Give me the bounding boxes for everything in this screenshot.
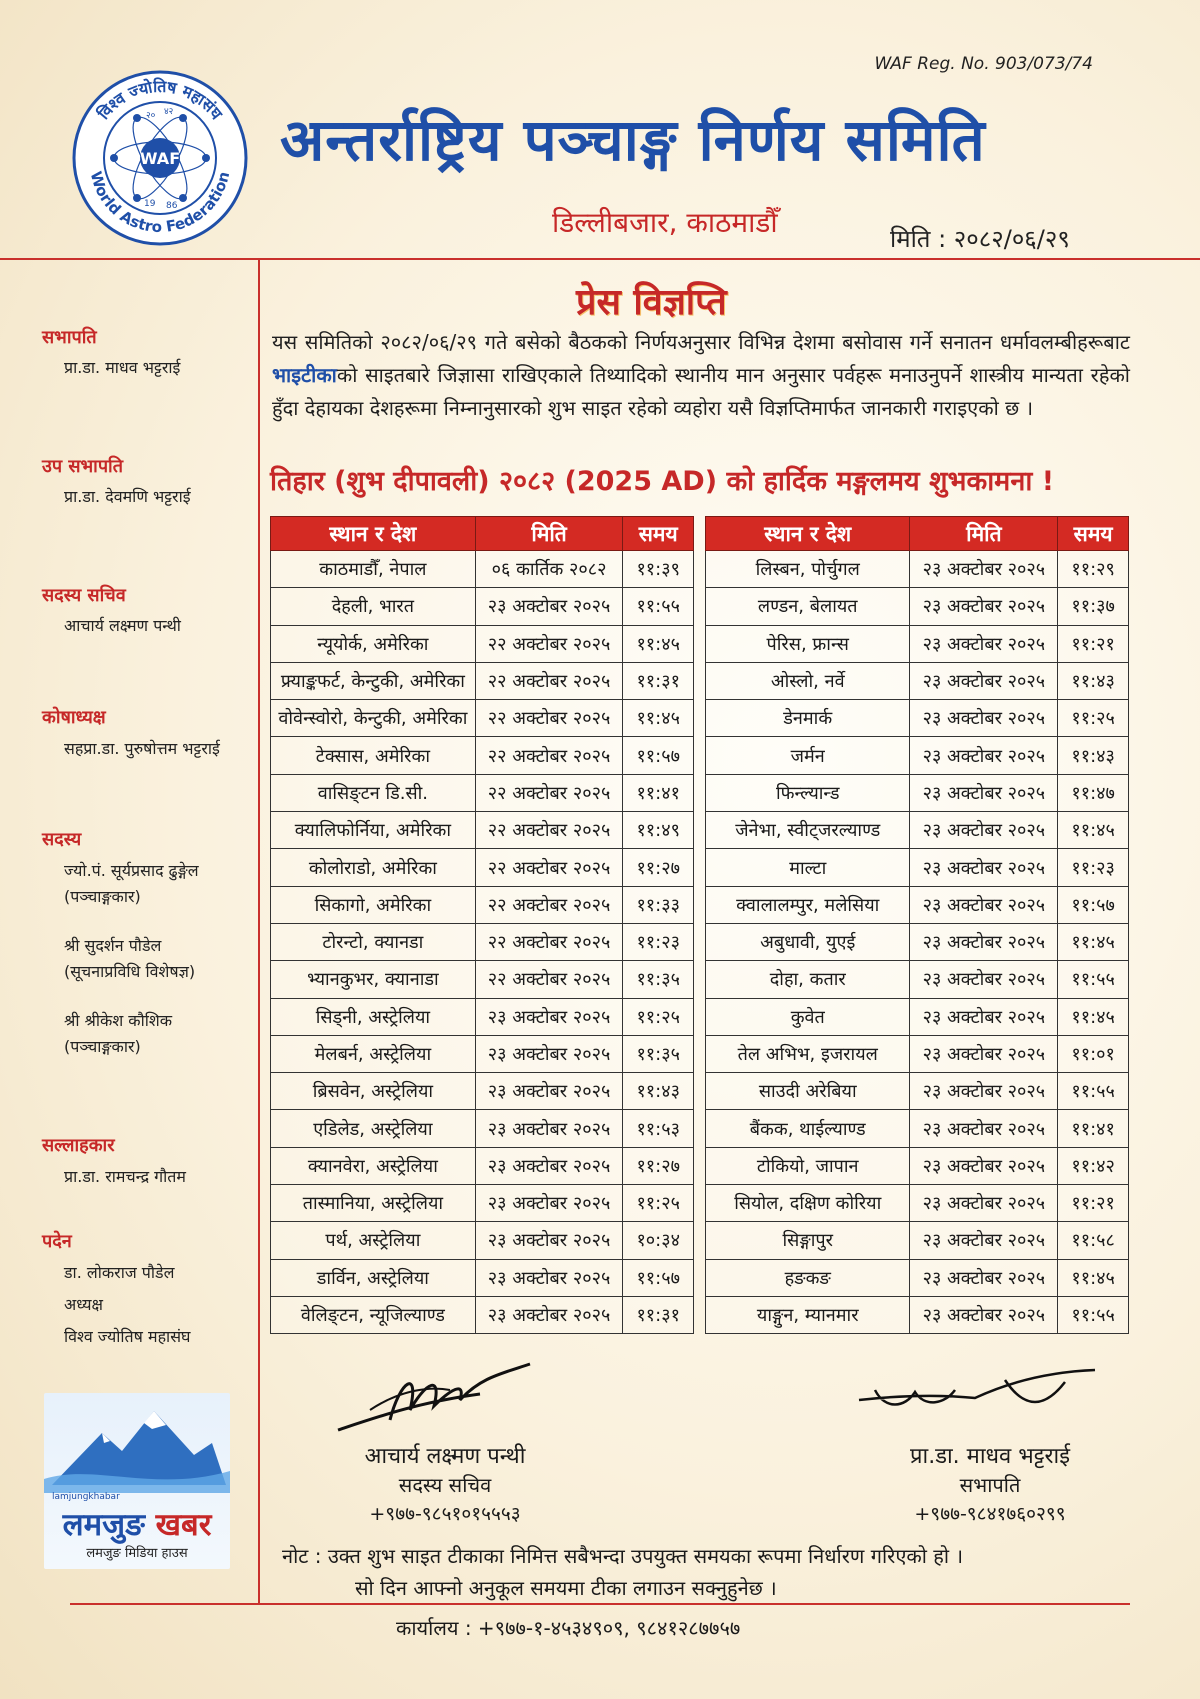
table-row bbox=[271, 1222, 694, 1259]
sidebar-role: पदेन bbox=[42, 1231, 72, 1252]
cell-time: ११:३५ bbox=[623, 1035, 694, 1072]
cell-date: २३ अक्टोबर २०२५ bbox=[475, 1110, 623, 1147]
cell-place: टेक्सास, अमेरिका bbox=[271, 737, 476, 774]
logo-year-a: २० bbox=[146, 111, 156, 121]
header-place: स्थान र देश bbox=[271, 517, 476, 551]
right-signatory-role: सभापति bbox=[959, 1473, 1021, 1497]
cell-time: ११:४१ bbox=[1058, 1110, 1129, 1147]
logo-ring-bottom-text: World Astro Federation bbox=[86, 169, 234, 237]
note-line-2: सो दिन आफ्नो अनुकूल समयमा टीका लगाउन सक्नुहुनेछ । bbox=[355, 1576, 777, 1600]
sidebar-member-title: (पञ्चाङ्गकार) bbox=[64, 887, 141, 906]
cell-time: ११:२७ bbox=[623, 849, 694, 886]
timing-table-right bbox=[705, 516, 1129, 1334]
table-row bbox=[706, 923, 1129, 960]
registration-number: WAF Reg. No. 903/073/74 bbox=[874, 54, 1093, 74]
cell-place: अबुधावी, युएई bbox=[706, 923, 910, 960]
cell-time: ११:२१ bbox=[1058, 1185, 1129, 1222]
cell-date: २३ अक्टोबर २०२५ bbox=[475, 1222, 623, 1259]
table-row bbox=[271, 1185, 694, 1222]
left-signatory-name: आचार्य लक्ष्मण पन्थी bbox=[364, 1444, 526, 1469]
cell-date: २३ अक्टोबर २०२५ bbox=[475, 1259, 623, 1296]
table-row bbox=[271, 774, 694, 811]
table-row bbox=[271, 998, 694, 1035]
cell-place: जेनेभा, स्वीट्जरल्याण्ड bbox=[706, 812, 910, 849]
cell-date: २३ अक्टोबर २०२५ bbox=[910, 849, 1058, 886]
logo-ring-top-text: विश्व ज्योतिष महासंघ bbox=[93, 76, 227, 123]
cell-time: ११:२५ bbox=[623, 1185, 694, 1222]
cell-time: ११:३९ bbox=[623, 551, 694, 588]
right-signature bbox=[855, 1360, 1105, 1430]
cell-time: ११:२३ bbox=[1058, 849, 1129, 886]
cell-place: सिङ्गापुर bbox=[706, 1222, 910, 1259]
cell-date: २३ अक्टोबर २०२५ bbox=[475, 1185, 623, 1222]
cell-time: ११:५५ bbox=[1058, 1073, 1129, 1110]
cell-time: ११:४५ bbox=[1058, 1259, 1129, 1296]
cell-place: जर्मन bbox=[706, 737, 910, 774]
table-row bbox=[706, 588, 1129, 625]
table-row bbox=[271, 812, 694, 849]
footer-divider bbox=[70, 1603, 1130, 1605]
cell-place: माल्टा bbox=[706, 849, 910, 886]
cell-place: तास्मानिया, अस्ट्रेलिया bbox=[271, 1185, 476, 1222]
cell-place: क्यानवेरा, अस्ट्रेलिया bbox=[271, 1147, 476, 1184]
cell-date: २३ अक्टोबर २०२५ bbox=[475, 1147, 623, 1184]
right-signatory-phone: +९७७-९८४१७६०२९९ bbox=[914, 1503, 1066, 1525]
cell-place: साउदी अरेबिया bbox=[706, 1073, 910, 1110]
table-row bbox=[271, 737, 694, 774]
table-row bbox=[271, 886, 694, 923]
table-row bbox=[706, 551, 1129, 588]
cell-time: ११:४१ bbox=[623, 774, 694, 811]
cell-date: २३ अक्टोबर २०२५ bbox=[910, 812, 1058, 849]
cell-place: याङ्गुन, म्यानमार bbox=[706, 1296, 910, 1333]
table-row bbox=[706, 737, 1129, 774]
left-signatory-role: सदस्य सचिव bbox=[398, 1473, 492, 1497]
cell-date: २३ अक्टोबर २०२५ bbox=[910, 588, 1058, 625]
cell-date: २३ अक्टोबर २०२५ bbox=[910, 1110, 1058, 1147]
timing-table-right-body bbox=[706, 551, 1129, 1334]
press-release-intro bbox=[272, 326, 1130, 425]
cell-date: २३ अक्टोबर २०२५ bbox=[910, 1035, 1058, 1072]
table-row bbox=[271, 551, 694, 588]
cell-date: २३ अक्टोबर २०२५ bbox=[910, 1222, 1058, 1259]
cell-time: ११:४५ bbox=[623, 700, 694, 737]
intro-highlight: भाइटीका bbox=[272, 363, 337, 387]
cell-place: फिन्ल्यान्ड bbox=[706, 774, 910, 811]
sidebar-member-name: डा. लोकराज पौडेल bbox=[64, 1263, 175, 1282]
sidebar-member-title: (सूचनाप्रविधि विशेषज्ञ) bbox=[64, 962, 196, 981]
issue-date: मिति : २०८२/०६/२९ bbox=[890, 225, 1070, 253]
sidebar-member-name: प्रा.डा. माधव भट्टराई bbox=[64, 358, 181, 377]
logo-year-d: 86 bbox=[166, 201, 178, 211]
cell-date: ०६ कार्तिक २०८२ bbox=[475, 551, 623, 588]
cell-time: ११:२१ bbox=[1058, 625, 1129, 662]
cell-time: ११:२५ bbox=[623, 998, 694, 1035]
cell-time: ११:४३ bbox=[1058, 662, 1129, 699]
cell-place: ओस्लो, नर्वे bbox=[706, 662, 910, 699]
cell-date: २३ अक्टोबर २०२५ bbox=[910, 1259, 1058, 1296]
cell-place: टोरन्टो, क्यानडा bbox=[271, 923, 476, 960]
intro-text-after: को साइतबारे जिज्ञासा राखिएकाले तिथ्यादिको स्थानीय मान अनुसार पर्वहरू मनाउनुपर्ने शास्त्रीय मान्यता रहेको हुँदा देहायका देशहरूमा निम्नानुसारको शुभ साइत रहेको व्यहोरा यसै विज्ञप्तिमार्फत जानकारी गराइएको छ । bbox=[272, 363, 1130, 420]
office-contact: कार्यालय : +९७७-१-४५३४९०९, ९८४१२८७७५७ bbox=[396, 1616, 741, 1640]
cell-time: ११:३७ bbox=[1058, 588, 1129, 625]
cell-time: ११:४३ bbox=[623, 1073, 694, 1110]
cell-time: ११:५३ bbox=[623, 1110, 694, 1147]
sidebar-member-title: अध्यक्ष bbox=[64, 1295, 103, 1314]
table-row bbox=[706, 849, 1129, 886]
media-subtitle: लमजुङ मिडिया हाउस bbox=[86, 1546, 188, 1561]
cell-place: सिकागो, अमेरिका bbox=[271, 886, 476, 923]
cell-place: सिड्नी, अस्ट्रेलिया bbox=[271, 998, 476, 1035]
sidebar-member-title: (पञ्चाङ्गकार) bbox=[64, 1037, 141, 1056]
cell-place: वेलिङ्टन, न्यूजिल्याण्ड bbox=[271, 1296, 476, 1333]
intro-text-before: यस समितिको २०८२/०६/२९ गते बसेको बैठकको निर्णयअनुसार विभिन्न देशमा बसोवास गर्ने सनातन धर्मावलम्बीहरूबाट bbox=[272, 330, 1130, 354]
cell-place: हङकङ bbox=[706, 1259, 910, 1296]
sidebar-member-name: श्री श्रीकेश कौशिक bbox=[64, 1011, 173, 1030]
committee-address: डिल्लीबजार, काठमाडौँ bbox=[552, 206, 778, 239]
cell-place: वासिङ्टन डि.सी. bbox=[271, 774, 476, 811]
cell-time: ११:२३ bbox=[623, 923, 694, 960]
mountain-icon bbox=[44, 1393, 230, 1493]
sidebar-member-name: प्रा.डा. देवमणि भट्टराई bbox=[64, 487, 191, 506]
cell-place: तेल अभिभ, इजरायल bbox=[706, 1035, 910, 1072]
cell-date: २३ अक्टोबर २०२५ bbox=[910, 1296, 1058, 1333]
cell-date: २२ अक्टोबर २०२५ bbox=[475, 737, 623, 774]
cell-date: २२ अक्टोबर २०२५ bbox=[475, 625, 623, 662]
cell-time: ११:२७ bbox=[623, 1147, 694, 1184]
cell-date: २३ अक्टोबर २०२५ bbox=[475, 1035, 623, 1072]
cell-date: २२ अक्टोबर २०२५ bbox=[475, 849, 623, 886]
header-date: मिति bbox=[910, 517, 1058, 551]
cell-date: २३ अक्टोबर २०२५ bbox=[910, 662, 1058, 699]
note-line-1: नोट : उक्त शुभ साइत टीकाका निमित्त सबैभन्दा उपयुक्त समयका रूपमा निर्धारण गरिएको हो । bbox=[282, 1544, 964, 1568]
cell-time: ११:३३ bbox=[623, 886, 694, 923]
cell-time: ११:४५ bbox=[623, 625, 694, 662]
logo-center-text: WAF bbox=[139, 149, 181, 168]
cell-date: २३ अक्टोबर २०२५ bbox=[910, 923, 1058, 960]
timing-table-left bbox=[270, 516, 694, 1334]
cell-date: २३ अक्टोबर २०२५ bbox=[475, 1296, 623, 1333]
table-row bbox=[706, 886, 1129, 923]
table-row bbox=[271, 662, 694, 699]
table-row bbox=[706, 812, 1129, 849]
cell-date: २३ अक्टोबर २०२५ bbox=[910, 1073, 1058, 1110]
cell-place: कोलोराडो, अमेरिका bbox=[271, 849, 476, 886]
cell-place: पेरिस, फ्रान्स bbox=[706, 625, 910, 662]
cell-place: फ्र्याङ्कफर्ट, केन्टुकी, अमेरिका bbox=[271, 662, 476, 699]
cell-time: ११:३५ bbox=[623, 961, 694, 998]
media-name-part1: लमजुङ bbox=[62, 1507, 145, 1543]
cell-date: २२ अक्टोबर २०२५ bbox=[475, 961, 623, 998]
table-row bbox=[706, 1222, 1129, 1259]
cell-time: ११:४५ bbox=[1058, 923, 1129, 960]
timing-table-left-body bbox=[271, 551, 694, 1334]
table-row bbox=[271, 1035, 694, 1072]
header-date: मिति bbox=[475, 517, 623, 551]
cell-date: २३ अक्टोबर २०२५ bbox=[910, 961, 1058, 998]
cell-place: न्यूयोर्क, अमेरिका bbox=[271, 625, 476, 662]
cell-place: क्वालालम्पुर, मलेसिया bbox=[706, 886, 910, 923]
cell-place: क्यालिफोर्निया, अमेरिका bbox=[271, 812, 476, 849]
cell-time: ११:५५ bbox=[1058, 1296, 1129, 1333]
cell-time: ११:५८ bbox=[1058, 1222, 1129, 1259]
logo-year-b: ४२ bbox=[164, 107, 174, 117]
cell-place: पर्थ, अस्ट्रेलिया bbox=[271, 1222, 476, 1259]
table-row bbox=[271, 1259, 694, 1296]
table-row bbox=[271, 1110, 694, 1147]
festival-greeting: तिहार (शुभ दीपावली) २०८२ (2025 AD) को हार्दिक मङ्गलमय शुभकामना ! bbox=[270, 466, 1055, 497]
cell-date: २२ अक्टोबर २०२५ bbox=[475, 662, 623, 699]
cell-date: २३ अक्टोबर २०२५ bbox=[475, 998, 623, 1035]
cell-date: २३ अक्टोबर २०२५ bbox=[910, 551, 1058, 588]
cell-date: २३ अक्टोबर २०२५ bbox=[910, 1185, 1058, 1222]
table-row bbox=[271, 923, 694, 960]
cell-date: २३ अक्टोबर २०२५ bbox=[910, 998, 1058, 1035]
cell-place: टोकियो, जापान bbox=[706, 1147, 910, 1184]
left-signatory-phone: +९७७-९८५१०१५५५३ bbox=[369, 1503, 521, 1525]
cell-time: ११:५७ bbox=[623, 737, 694, 774]
cell-place: बैंकक, थाईल्याण्ड bbox=[706, 1110, 910, 1147]
table-header-row bbox=[706, 517, 1129, 551]
table-row bbox=[271, 849, 694, 886]
table-row bbox=[706, 1185, 1129, 1222]
cell-time: ११:२९ bbox=[1058, 551, 1129, 588]
cell-place: लिस्बन, पोर्चुगल bbox=[706, 551, 910, 588]
cell-time: १०:३४ bbox=[623, 1222, 694, 1259]
sidebar-member-name: आचार्य लक्ष्मण पन्थी bbox=[64, 616, 181, 635]
table-row bbox=[706, 625, 1129, 662]
table-row bbox=[271, 1073, 694, 1110]
committee-title: अन्तर्राष्ट्रिय पञ्चाङ्ग निर्णय समिति bbox=[280, 106, 986, 174]
table-row bbox=[706, 1035, 1129, 1072]
media-name bbox=[44, 1503, 230, 1545]
sidebar-member-name: सहप्रा.डा. पुरुषोत्तम भट्टराई bbox=[64, 739, 220, 758]
header-time: समय bbox=[1058, 517, 1129, 551]
cell-date: २३ अक्टोबर २०२५ bbox=[910, 1147, 1058, 1184]
cell-date: २२ अक्टोबर २०२५ bbox=[475, 812, 623, 849]
sidebar-role: सदस्य bbox=[42, 829, 82, 850]
cell-date: २३ अक्टोबर २०२५ bbox=[475, 588, 623, 625]
cell-time: ११:४५ bbox=[1058, 998, 1129, 1035]
table-row bbox=[706, 1073, 1129, 1110]
sidebar-role: सदस्य सचिव bbox=[42, 585, 126, 606]
table-row bbox=[706, 662, 1129, 699]
press-release-title: प्रेस विज्ञप्ति bbox=[576, 282, 727, 323]
cell-date: २२ अक्टोबर २०२५ bbox=[475, 886, 623, 923]
cell-time: ११:५७ bbox=[623, 1259, 694, 1296]
header-divider bbox=[0, 258, 1200, 260]
table-row bbox=[706, 1296, 1129, 1333]
waf-logo bbox=[72, 70, 248, 246]
sidebar-role: सभापति bbox=[42, 327, 97, 348]
cell-time: ११:३१ bbox=[623, 1296, 694, 1333]
cell-time: ११:४३ bbox=[1058, 737, 1129, 774]
cell-time: ११:४७ bbox=[1058, 774, 1129, 811]
right-signatory-name: प्रा.डा. माधव भट्टराई bbox=[910, 1444, 1070, 1469]
cell-place: भ्यानकुभर, क्यानाडा bbox=[271, 961, 476, 998]
cell-date: २३ अक्टोबर २०२५ bbox=[910, 774, 1058, 811]
table-row bbox=[271, 625, 694, 662]
sidebar-member-title: विश्व ज्योतिष महासंघ bbox=[64, 1327, 191, 1346]
cell-date: २३ अक्टोबर २०२५ bbox=[910, 625, 1058, 662]
table-row bbox=[706, 961, 1129, 998]
table-row bbox=[706, 998, 1129, 1035]
cell-place: लण्डन, बेलायत bbox=[706, 588, 910, 625]
media-small-text: lamjungkhabar bbox=[52, 1492, 120, 1502]
table-header-row bbox=[271, 517, 694, 551]
cell-time: ११:३१ bbox=[623, 662, 694, 699]
cell-place: डेनमार्क bbox=[706, 700, 910, 737]
table-row bbox=[271, 700, 694, 737]
table-row bbox=[271, 588, 694, 625]
table-row bbox=[706, 700, 1129, 737]
cell-place: कुवेत bbox=[706, 998, 910, 1035]
table-row bbox=[706, 1147, 1129, 1184]
cell-date: २२ अक्टोबर २०२५ bbox=[475, 923, 623, 960]
cell-time: ११:४५ bbox=[1058, 812, 1129, 849]
media-name-part2: खबर bbox=[155, 1507, 212, 1543]
cell-time: ११:५५ bbox=[623, 588, 694, 625]
cell-time: ११:०१ bbox=[1058, 1035, 1129, 1072]
table-row bbox=[271, 1147, 694, 1184]
cell-time: ११:५७ bbox=[1058, 886, 1129, 923]
cell-place: ब्रिसवेन, अस्ट्रेलिया bbox=[271, 1073, 476, 1110]
logo-year-c: 19 bbox=[144, 199, 156, 209]
header-time: समय bbox=[623, 517, 694, 551]
table-row bbox=[706, 774, 1129, 811]
table-row bbox=[271, 961, 694, 998]
cell-place: सियोल, दक्षिण कोरिया bbox=[706, 1185, 910, 1222]
cell-place: डार्विन, अस्ट्रेलिया bbox=[271, 1259, 476, 1296]
cell-date: २२ अक्टोबर २०२५ bbox=[475, 774, 623, 811]
cell-time: ११:२५ bbox=[1058, 700, 1129, 737]
cell-place: काठमाडौँ, नेपाल bbox=[271, 551, 476, 588]
cell-place: एडिलेड, अस्ट्रेलिया bbox=[271, 1110, 476, 1147]
left-signature bbox=[330, 1350, 540, 1445]
table-row bbox=[706, 1259, 1129, 1296]
lamjung-khabar-logo bbox=[44, 1393, 230, 1569]
cell-date: २३ अक्टोबर २०२५ bbox=[910, 737, 1058, 774]
cell-date: २३ अक्टोबर २०२५ bbox=[910, 700, 1058, 737]
cell-date: २३ अक्टोबर २०२५ bbox=[910, 886, 1058, 923]
cell-time: ११:४२ bbox=[1058, 1147, 1129, 1184]
cell-place: मेलबर्न, अस्ट्रेलिया bbox=[271, 1035, 476, 1072]
cell-place: दोहा, कतार bbox=[706, 961, 910, 998]
sidebar-divider bbox=[258, 258, 260, 1603]
cell-place: वोवेन्स्वोरो, केन्टुकी, अमेरिका bbox=[271, 700, 476, 737]
sidebar-member-name: प्रा.डा. रामचन्द्र गौतम bbox=[64, 1167, 186, 1186]
cell-time: ११:५५ bbox=[1058, 961, 1129, 998]
cell-date: २२ अक्टोबर २०२५ bbox=[475, 700, 623, 737]
sidebar-member-name: श्री सुदर्शन पौडेल bbox=[64, 936, 162, 955]
cell-date: २३ अक्टोबर २०२५ bbox=[475, 1073, 623, 1110]
cell-place: देहली, भारत bbox=[271, 588, 476, 625]
table-row bbox=[271, 1296, 694, 1333]
table-row bbox=[706, 1110, 1129, 1147]
header-place: स्थान र देश bbox=[706, 517, 910, 551]
sidebar-role: कोषाध्यक्ष bbox=[42, 707, 106, 728]
sidebar-role: उप सभापति bbox=[42, 456, 123, 477]
cell-time: ११:४९ bbox=[623, 812, 694, 849]
sidebar-member-name: ज्यो.पं. सूर्यप्रसाद ढुङ्गेल bbox=[64, 861, 199, 880]
sidebar-role: सल्लाहकार bbox=[42, 1135, 115, 1156]
